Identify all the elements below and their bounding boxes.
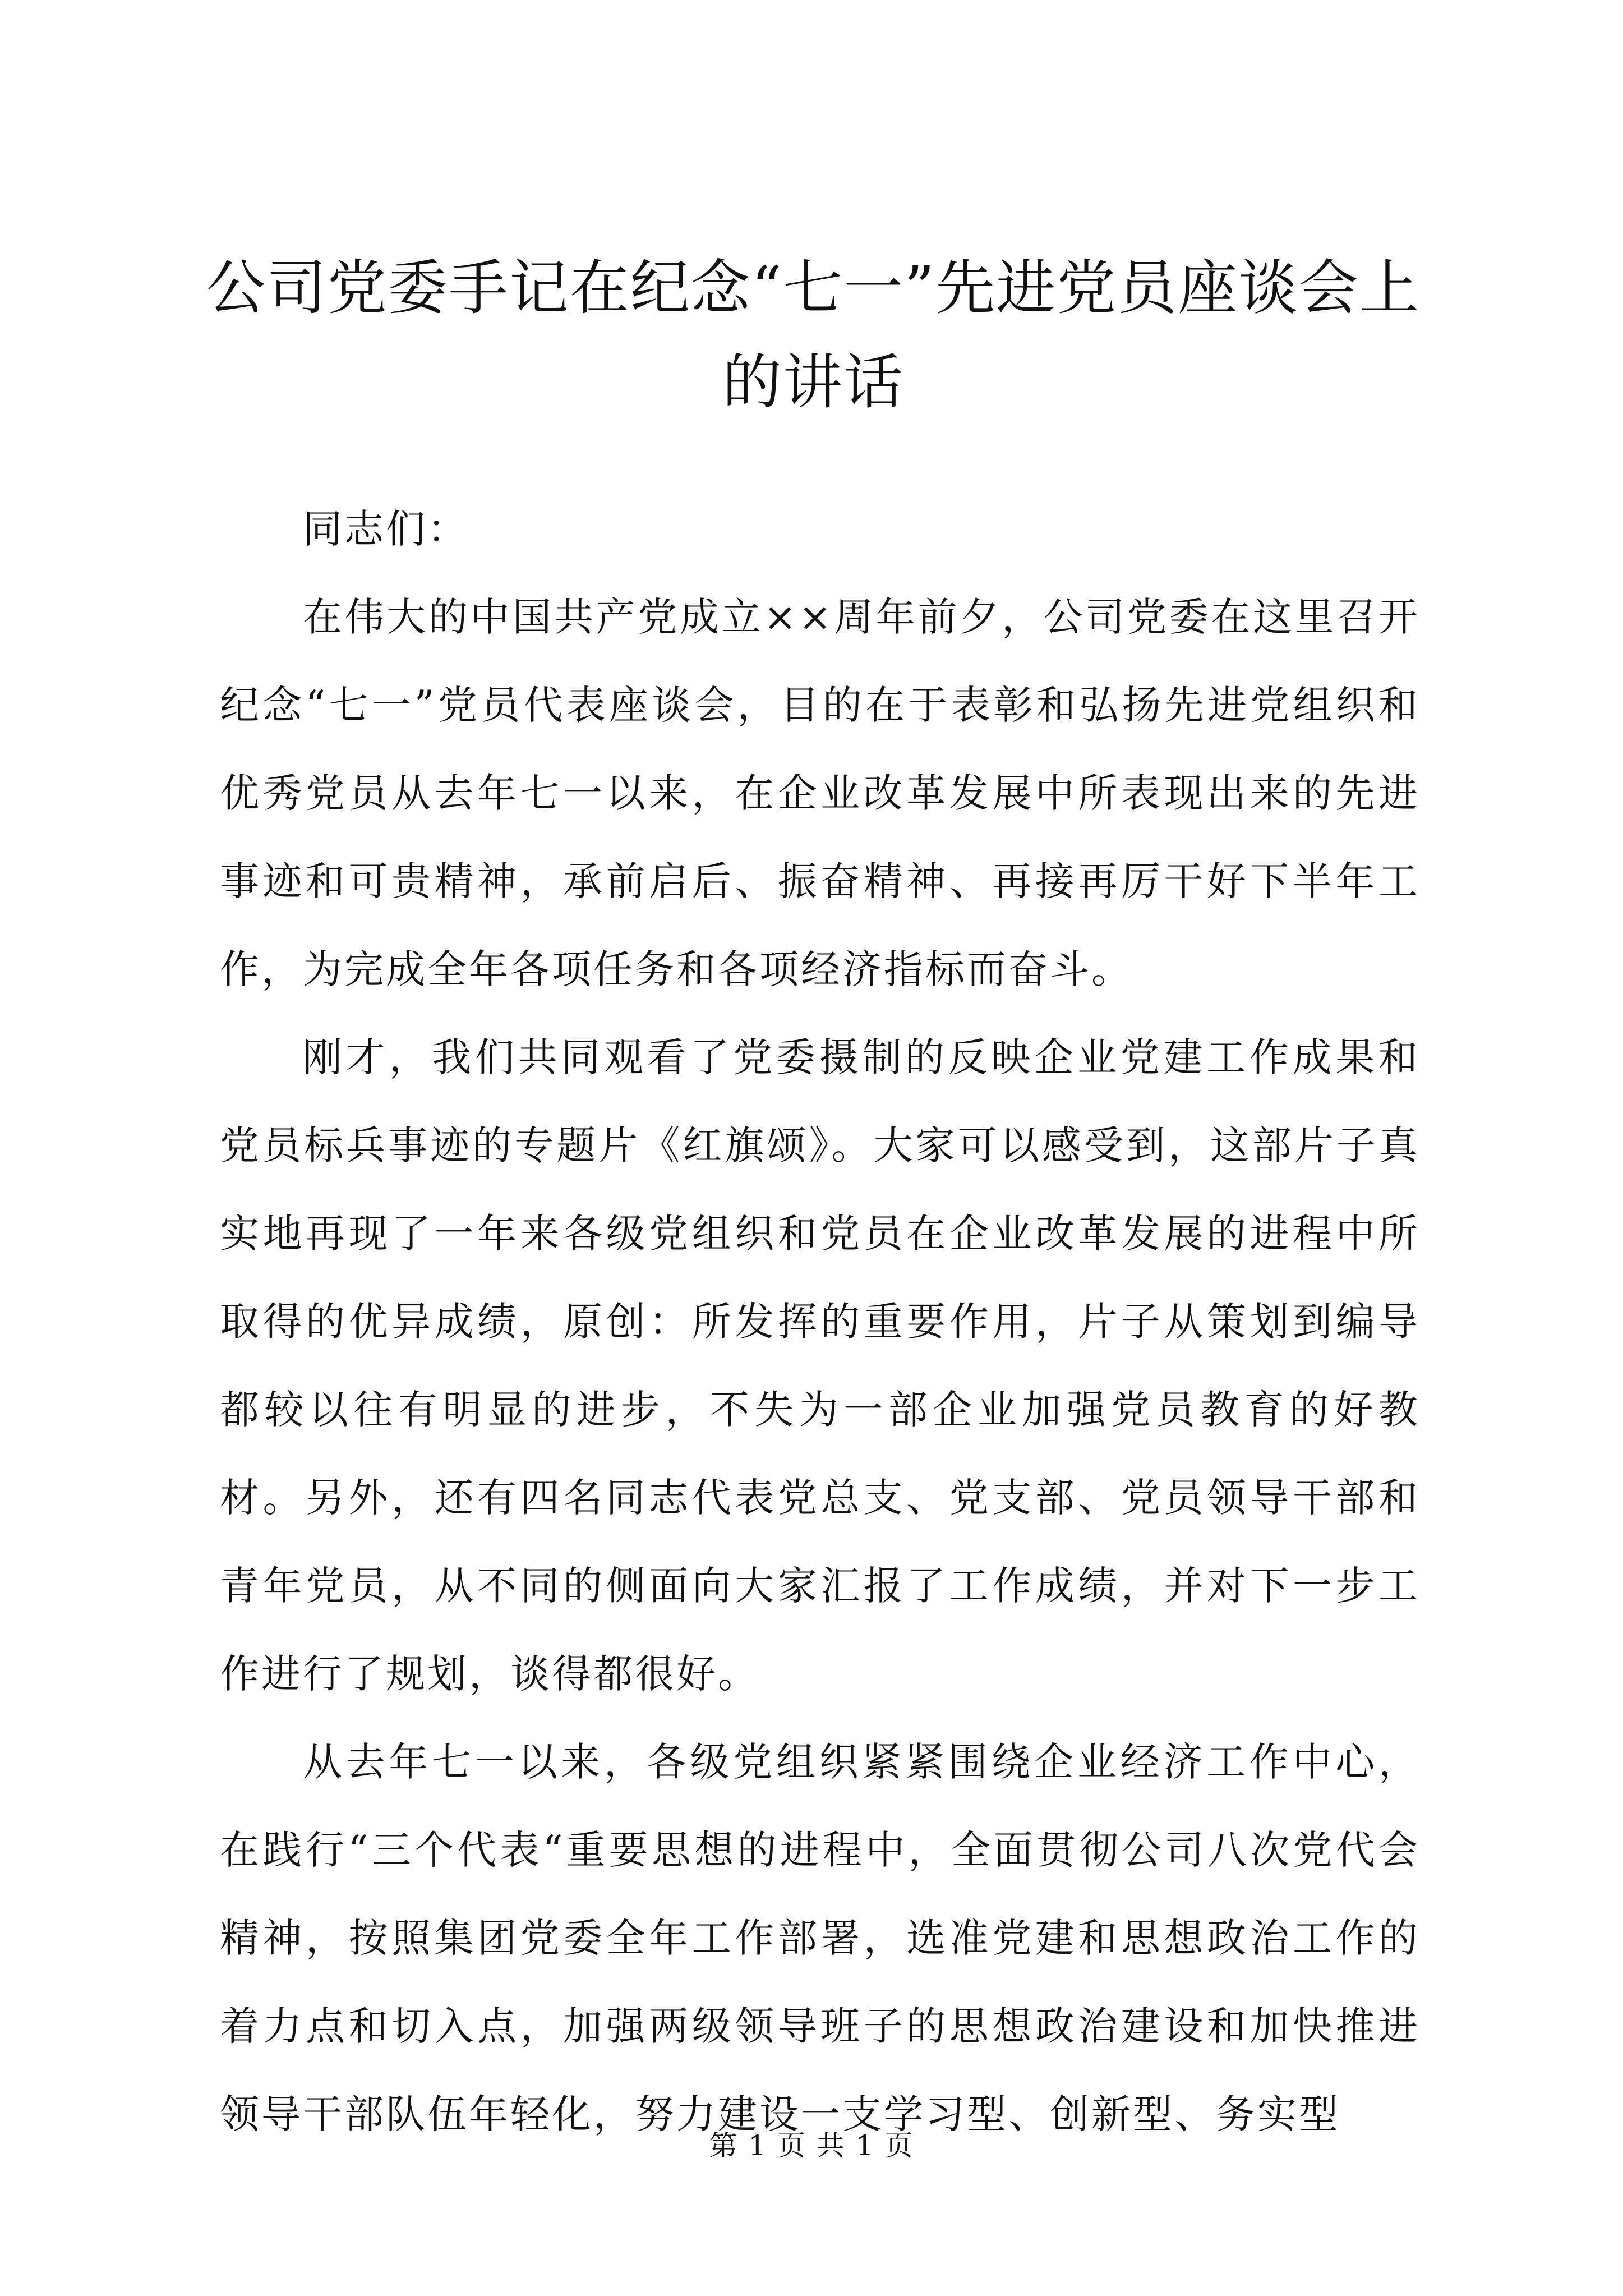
page-footer: 第 1 页 共 1 页	[709, 2129, 914, 2162]
body-paragraph: 刚才，我们共同观看了党委摄制的反映企业党建工作成果和党员标兵事迹的专题片《红旗颂》。大家可以感受到，这部片子真实地再现了一年来各级党组织和党员在企业改革发展的进程中所取得的优异成绩，原创：所发挥的重要作用，片子从策划到编导都较以往有明显的进步，不失为一部企业加强党员教育的好教材。另外，还有四名同志代表党总支、党支部、党员领导干部和青年党员，从不同的侧面向大家汇报了工作成绩，并对下一步工作进行了规划，谈得都很好。	[220, 1034, 1420, 1697]
body-paragraph: 在伟大的中国共产党成立××周年前夕，公司党委在这里召开纪念“七一”党员代表座谈会，目的在于表彰和弘扬先进党组织和优秀党员从去年七一以来，在企业改革发展中所表现出来的先进事迹和可贵精神，承前启后、振奋精神、再接再厉干好下半年工作，为完成全年各项任务和各项经济指标而奋斗。	[220, 594, 1420, 992]
document-body	[220, 485, 1420, 2159]
body-paragraph: 从去年七一以来，各级党组织紧紧围绕企业经济工作中心，在践行“三个代表“重要思想的进程中，全面贯彻公司八次党代会精神，按照集团党委全年工作部署，选准党建和思想政治工作的着力点和切入点，加强两级领导班子的思想政治建设和加快推进领导干部队伍年轻化，努力建设一支学习型、创新型、务实型	[220, 1739, 1420, 2137]
document-title: 公司党委手记在纪念“七一”先进党员座谈会上的讲话	[206, 254, 1421, 417]
salutation: 同志们：	[303, 506, 469, 552]
